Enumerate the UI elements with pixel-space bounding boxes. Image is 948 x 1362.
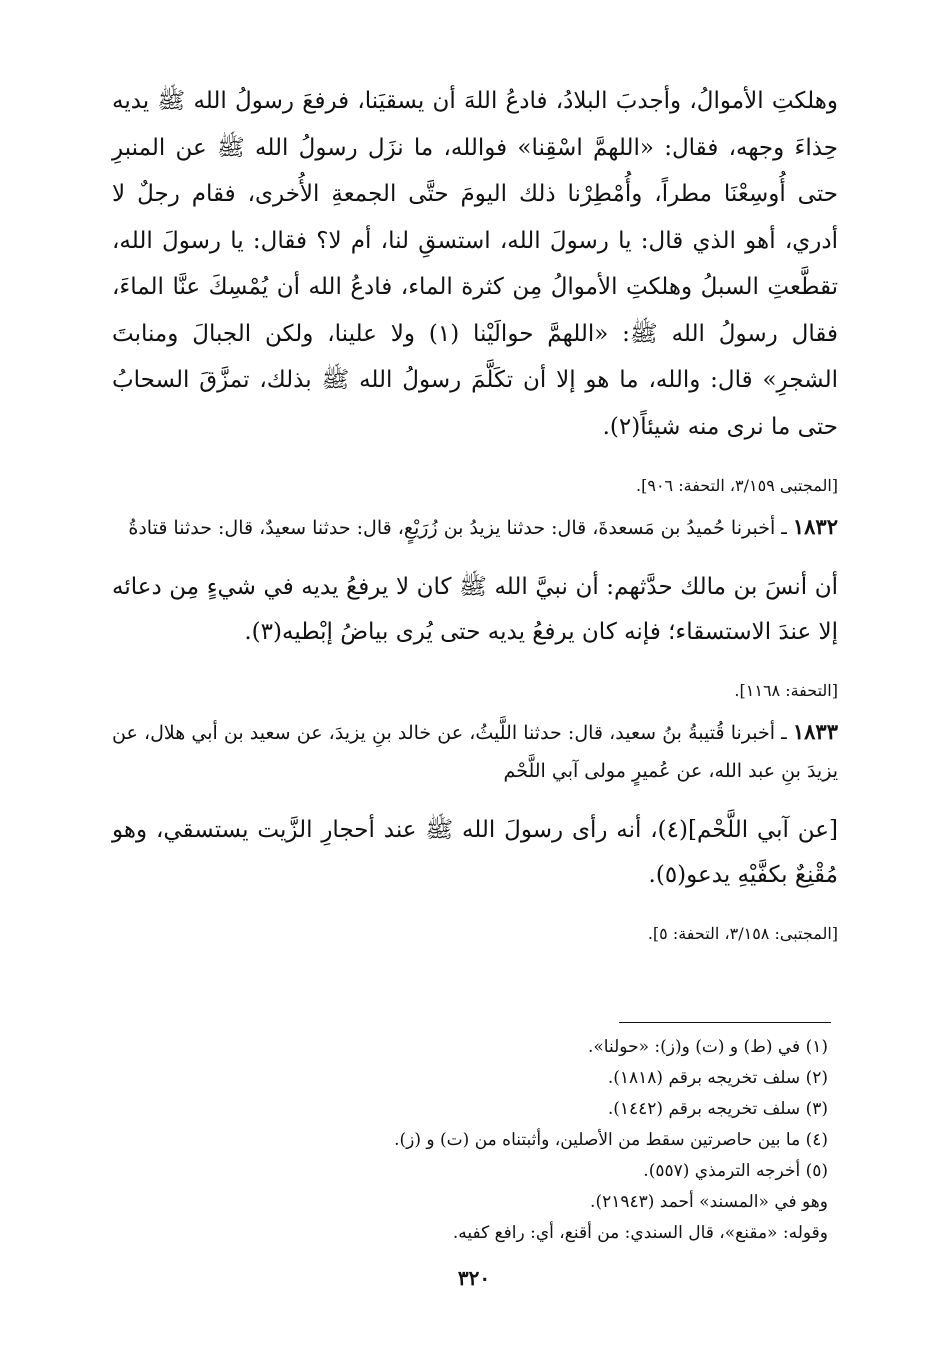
hadith-number-1832: ١٨٣٢	[792, 514, 838, 539]
footnotes	[150, 1032, 828, 1249]
hadith-1832-chain: ـ أخبرنا حُميدُ بن مَسعدةَ، قال: حدثنا يزيدُ بن زُرَيْعٍ، قال: حدثنا سعيدٌ، قال: حدثنا قتادةُ	[128, 517, 793, 539]
hadith-number-1833: ١٨٣٣	[792, 719, 838, 744]
footnote-4: (٤) ما بين حاصرتين سقط من الأصلين، وأثبتناه من (ت) و (ز).	[394, 1130, 828, 1150]
footnote-5-note: وقوله: «مقنع»، قال السندي: من أقنع، أي: رافع كفيه.	[452, 1223, 828, 1243]
citation-1833: [المجتبى: ٣/١٥٨، التحفة: ٥].	[647, 924, 838, 943]
hadith-1833-isnad	[112, 713, 838, 790]
hadith-1833-chain: ـ أخبرنا قُتيبةُ بنُ سعيد، قال: حدثنا اللَّيثُ، عن خالد بنِ يزيدَ، عن سعيد بن أبي هلال، عن يزيدَ بنِ عبد الله، عن عُميرٍ مولى آبي اللَّحْم	[112, 722, 838, 782]
footnote-3: (٣) سلف تخريجه برقم (١٤٤٢).	[607, 1099, 828, 1119]
citation-1831: [المجتبى ٣/١٥٩، التحفة: ٩٠٦].	[636, 476, 838, 495]
page-number: ٣٢٠	[457, 1266, 491, 1290]
hadith-1832-isnad	[112, 508, 838, 547]
hadith-1831-continuation: وهلكتِ الأموالُ، وأجدبَ البلادُ، فادعُ اللهَ أن يسقيَنا، فرفعَ رسولُ الله ﷺ يديه حِذاءَ وجهه، فقال: «اللهمَّ اسْقِنا» فوالله، ما نزَل رسولُ الله ﷺ عن المنبرِ حتى أُوسِعْنَا مطراً، وأُمْطِرْنا ذلك اليومَ حتَّى الجمعةِ الأُخرى، فقام رجلٌ لا أدري، أهو الذي قال: يا رسولَ الله، استسقِ لنا، أم لا؟ فقال: يا رسولَ الله، تقطَّعتِ السبلُ وهلكتِ الأموالُ مِن كثرة الماء، فادعُ الله أن يُمْسِكَ عنَّا الماءَ، فقال رسولُ الله ﷺ: «اللهمَّ حوالَيْنا (١) ولا علينا، ولكن الجبالَ ومنابتَ الشجرِ» قال: والله، ما هو إلا أن تكَلَّمَ رسولُ الله ﷺ بذلك، تمزَّقَ السحابُ حتى ما نرى منه شيئاً(٢).	[112, 88, 838, 440]
citation-1832: [التحفة: ١١٦٨].	[734, 681, 838, 700]
footnote-5: (٥) أخرجه الترمذي (٥٥٧).	[643, 1161, 828, 1181]
main-text	[112, 78, 838, 946]
footnote-1: (١) في (ط) و (ت) و(ز): «حولنا».	[588, 1037, 828, 1057]
hadith-1832-matn: أن أنسَ بن مالك حدَّثهم: أن نبيَّ الله ﷺ كان لا يرفعُ يديه في شيءٍ مِن دعائه إلا عندَ الاستسقاء؛ فإنه كان يرفعُ يديه حتى يُرى بياضُ إبْطيه(٣).	[112, 574, 838, 645]
footnote-5-continuation: وهو في «المسند» أحمد (٢١٩٤٣).	[590, 1192, 828, 1212]
footnote-2: (٢) سلف تخريجه برقم (١٨١٨).	[607, 1068, 828, 1088]
footnote-divider	[619, 1022, 831, 1023]
hadith-1833-matn: [عن آبي اللَّحْم](٤)، أنه رأى رسولَ الله ﷺ عند أحجارِ الزَّيت يستسقي، وهو مُقْنِعٌ بكفَّيْهِ يدعو(٥).	[112, 817, 838, 888]
